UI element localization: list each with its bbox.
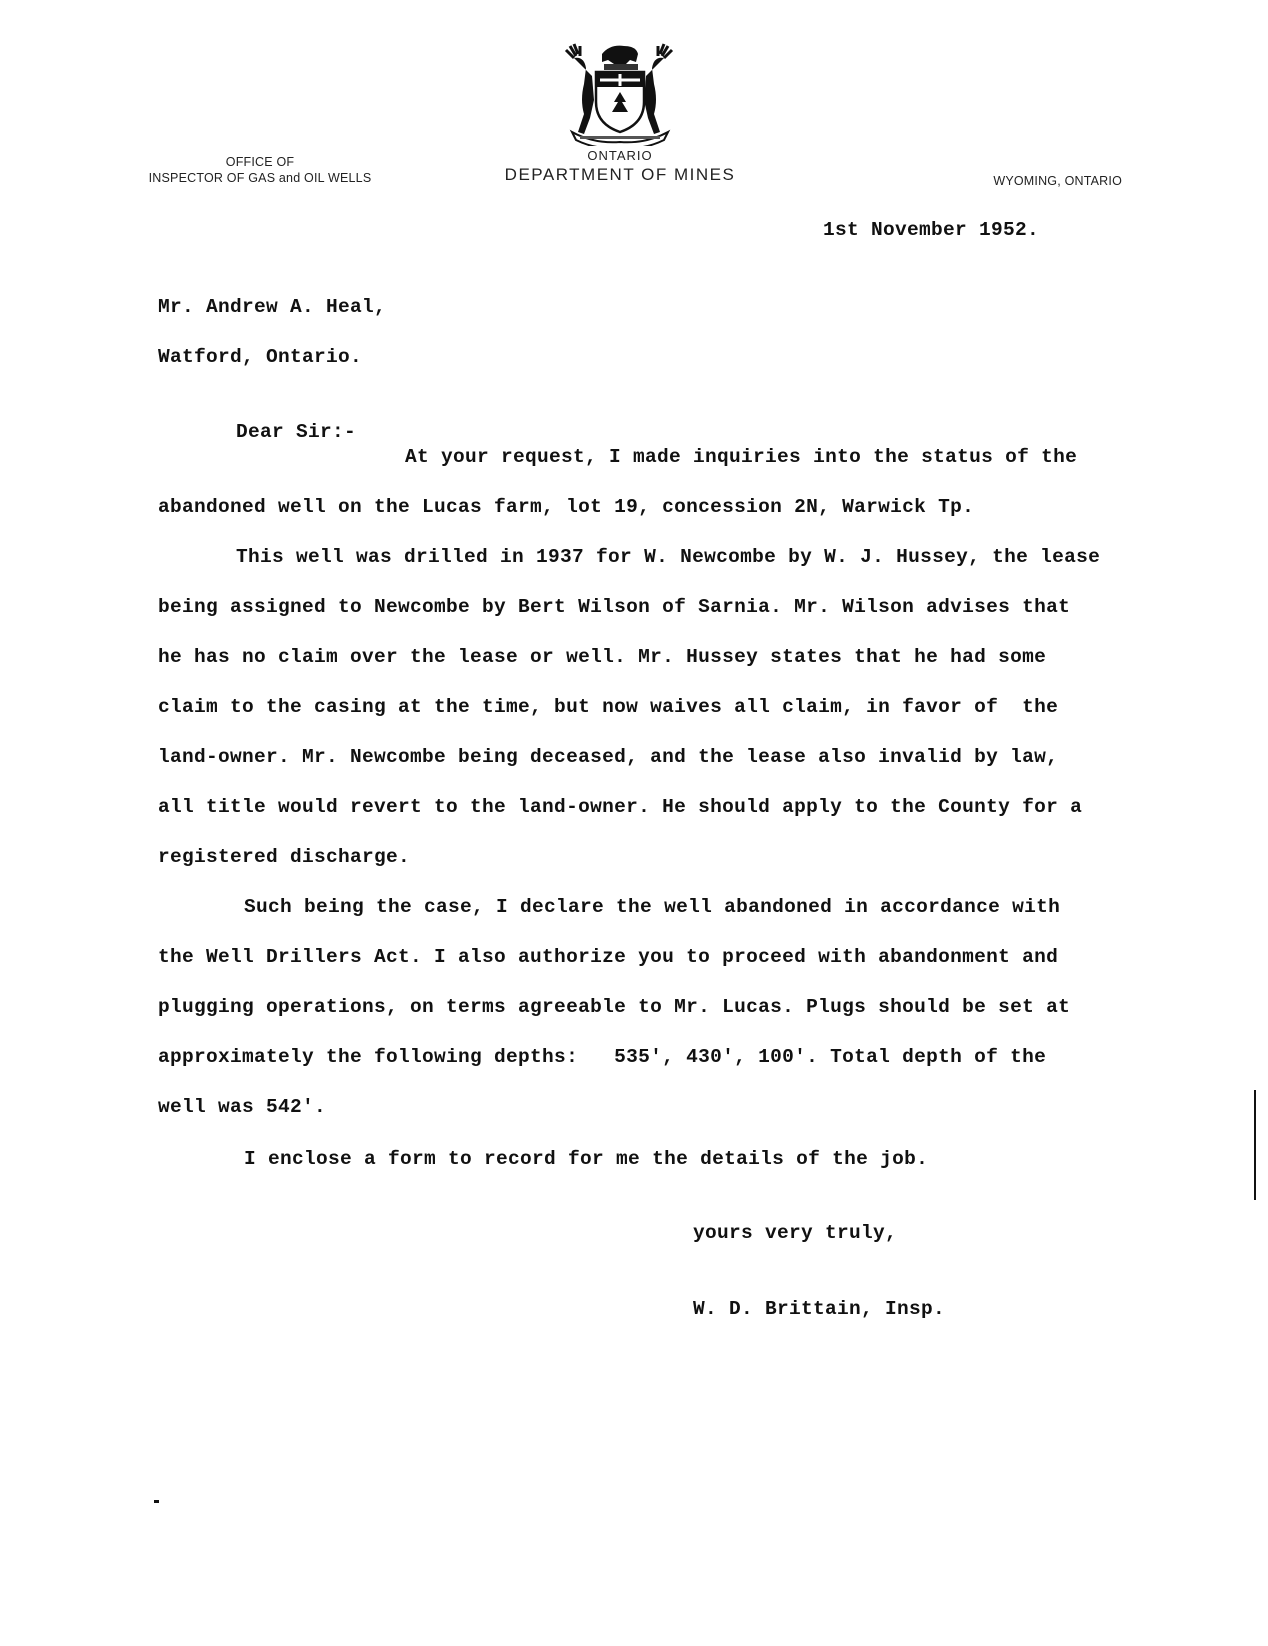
body-line: abandoned well on the Lucas farm, lot 19, concession 2N, Warwick Tp. [158,496,975,518]
body-line: Such being the case, I declare the well abandoned in accordance with [244,896,1061,918]
signature: W. D. Brittain, Insp. [693,1298,946,1320]
salutation: Dear Sir:- [236,421,357,443]
scan-edge-mark [1254,1090,1256,1200]
scan-dot [154,1500,159,1503]
office-heading [140,154,380,186]
closing: yours very truly, [693,1222,898,1244]
body-line: plugging operations, on terms agreeable to Mr. Lucas. Plugs should be set at [158,996,1071,1018]
body-line: registered discharge. [158,846,411,868]
recipient-address: Watford, Ontario. [158,346,363,368]
body-line: he has no claim over the lease or well. Mr. Hussey states that he had some [158,646,1047,668]
body-line: the Well Drillers Act. I also authorize you to proceed with abandonment and [158,946,1059,968]
body-line: all title would revert to the land-owner. He should apply to the County for a [158,796,1083,818]
body-line: At your request, I made inquiries into the status of the [405,446,1078,468]
province-name: ONTARIO [587,148,653,163]
letter-date: 1st November 1952. [823,219,1040,241]
body-line: land-owner. Mr. Newcombe being deceased, and the lease also invalid by law, [158,746,1059,768]
coat-of-arms-icon [554,40,686,146]
body-line: This well was drilled in 1937 for W. Newcombe by W. J. Hussey, the lease [236,546,1101,568]
department-name: DEPARTMENT OF MINES [504,165,736,184]
body-line: well was 542'. [158,1096,327,1118]
recipient-name: Mr. Andrew A. Heal, [158,296,387,318]
office-line-1: OFFICE OF [225,155,295,169]
office-line-2: INSPECTOR OF GAS and OIL WELLS [148,171,372,185]
body-line: claim to the casing at the time, but now waives all claim, in favor of the [158,696,1059,718]
body-line: approximately the following depths: 535', 430', 100'. Total depth of the [158,1046,1047,1068]
body-line: I enclose a form to record for me the details of the job. [244,1148,929,1170]
department-heading [440,148,800,186]
location-heading: WYOMING, ONTARIO [993,174,1122,188]
body-line: being assigned to Newcombe by Bert Wilson of Sarnia. Mr. Wilson advises that [158,596,1071,618]
